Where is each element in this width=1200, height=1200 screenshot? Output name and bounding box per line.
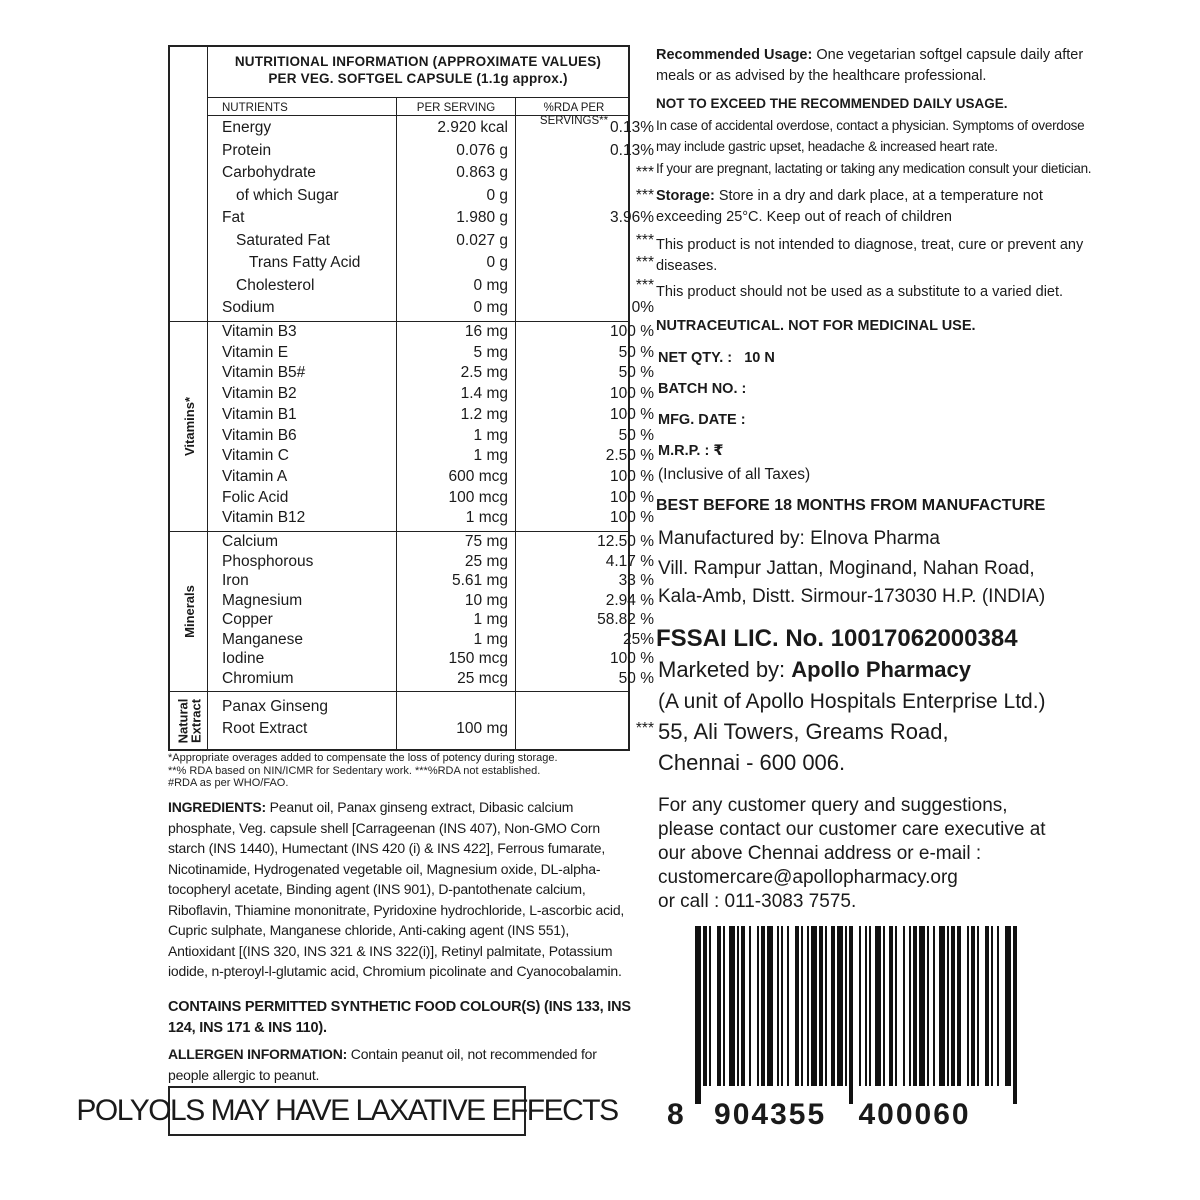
barcode-bar <box>957 926 961 1086</box>
marketer-line4: Chennai - 600 006. <box>658 750 846 775</box>
nutrient-rda: *** <box>635 186 654 204</box>
nutrient-rda: *** <box>635 276 654 294</box>
allergen-label: ALLERGEN INFORMATION: <box>168 1046 348 1062</box>
nutrient-name: Iron <box>222 572 249 589</box>
substitute-text: This product should not be used as a substitute to a varied diet. <box>656 284 1064 300</box>
usage-block <box>656 45 1100 87</box>
nutrient-per-serving: 5 mg <box>473 343 508 361</box>
column-header-nutrients: NUTRIENTS <box>222 102 288 114</box>
barcode-bar <box>849 926 853 1104</box>
barcode-digits <box>667 1098 1029 1132</box>
barcode-bar <box>695 926 701 1104</box>
nutrient-name: Panax Ginseng <box>222 698 328 715</box>
overdose-text: In case of accidental overdose, contact a physician. Symptoms of overdose may include gastric upset, headache & increased heart rate. <box>656 118 1085 154</box>
nutrient-name: Vitamin B12 <box>222 509 306 527</box>
column-header-rda: %RDA PER SERVINGS** <box>539 102 609 127</box>
manufacturer-line1: Manufactured by: Elnova Pharma <box>658 528 940 549</box>
barcode-bar <box>801 926 803 1086</box>
best-before: BEST BEFORE 18 MONTHS FROM MANUFACTURE <box>656 497 1046 514</box>
nutrient-name: Sodium <box>222 299 275 316</box>
header-divider <box>208 97 628 98</box>
barcode-bar <box>729 926 735 1086</box>
nutrient-name: Copper <box>222 611 273 628</box>
marketer-line2: (A unit of Apollo Hospitals Enterprise Ltd.) <box>658 690 1046 713</box>
barcode-bar <box>749 926 751 1086</box>
nutrient-name: Fat <box>222 209 245 226</box>
barcode-bar <box>895 926 897 1086</box>
nutrient-name: Cholesterol <box>236 276 315 294</box>
ingredients-text: Peanut oil, Panax ginseng extract, Dibasic calcium phosphate, Veg. capsule shell [Carrageenan (INS 407), Non-GMO Corn starch (INS 1440), Humectant (INS 420 (i) & INS 422], Ferrous fumarate, Nicotinamide, Hydrogenated vegetable oil, Magnesium oxide, DL-alpha-tocopheryl acetate, Binding agent (INS 901), D-pantothenate calcium, Riboflavin, Thiamine mononitrate, Pyridoxine hydrochloride, L-ascorbic acid, Cupric sulphate, Manganese chloride, Anti-caking agent (INS 551), Antioxidant [(INS 320, INS 321 & INS 322(i)], Retinyl palmitate, Potassium iodide, n-pteroyl-l-glutamic acid, Chromium picolinate and Cyanocobalamin. <box>168 799 625 979</box>
nutrient-row <box>222 209 654 227</box>
contact-email[interactable]: customercare@apollopharmacy.org <box>658 867 958 888</box>
vitamin-row <box>222 343 654 362</box>
nutrient-per-serving: 0.863 g <box>456 164 508 181</box>
barcode-bar <box>777 926 779 1086</box>
barcode-bar <box>909 926 911 1086</box>
batch-number: BATCH NO. : <box>658 381 747 397</box>
mineral-row <box>222 611 654 629</box>
nutrient-per-serving: 75 mg <box>464 533 508 550</box>
nutrient-per-serving: 25 mg <box>464 552 508 570</box>
barcode-bar <box>1005 926 1011 1086</box>
mineral-row <box>222 533 654 551</box>
nutrient-rda: *** <box>635 164 654 181</box>
footnote-overages: *Appropriate overages added to compensate the loss of potency during storage. <box>168 752 558 764</box>
nutrient-name: Chromium <box>222 669 294 687</box>
nutrient-name: Vitamin B6 <box>222 426 297 444</box>
mineral-row <box>222 591 654 610</box>
nutrient-per-serving: 1 mg <box>473 447 508 465</box>
diagnose-text: This product is not intended to diagnose, treat, cure or prevent any diseases. <box>656 237 1084 274</box>
nutrient-rda: 12.50 % <box>597 533 654 550</box>
nutrient-rda: 50 % <box>618 669 654 687</box>
nutrient-row <box>222 231 654 250</box>
allergen-block <box>168 1044 638 1085</box>
nutrient-rda: 2.50 % <box>605 447 654 465</box>
nutrient-rda: 100 % <box>610 650 654 667</box>
nutrient-rda: 2.94 % <box>605 591 654 609</box>
mineral-row <box>222 630 654 649</box>
nutrient-per-serving: 1.980 g <box>456 209 508 226</box>
extract-section-label <box>170 691 208 751</box>
taxes-note: (Inclusive of all Taxes) <box>658 466 811 483</box>
nutrient-per-serving: 600 mcg <box>448 467 508 485</box>
storage-block <box>656 186 1100 228</box>
barcode-bar <box>795 926 799 1086</box>
nutrient-name: Root Extract <box>222 720 308 737</box>
nutrient-rda: 100 % <box>610 467 654 485</box>
nutrient-per-serving: 150 mcg <box>448 650 508 667</box>
barcode-bar <box>703 926 707 1086</box>
column-header-per-serving: PER SERVING <box>416 102 496 114</box>
vitamin-row <box>222 323 654 341</box>
nutrient-row <box>222 299 654 317</box>
nutrient-name: Vitamin A <box>222 467 288 485</box>
barcode-bar <box>991 926 993 1086</box>
nutrient-per-serving: 1.4 mg <box>460 385 508 403</box>
colours-notice: CONTAINS PERMITTED SYNTHETIC FOOD COLOUR(S) (INS 133, INS 124, INS 171 & INS 110). <box>168 999 631 1036</box>
pregnancy-text: If your are pregnant, lactating or taking any medication consult your dietician. <box>656 161 1092 176</box>
barcode-bar <box>845 926 847 1086</box>
net-quantity: NET QTY. : 10 N <box>658 350 775 366</box>
barcode-bar <box>971 926 975 1086</box>
nutrient-per-serving: 1 mg <box>473 426 508 444</box>
allergen-text: Contain peanut oil, not recommended for people allergic to peanut. <box>168 1046 597 1083</box>
contact-line3: our above Chennai address or e-mail : <box>658 843 982 864</box>
nutrient-rda: 100 % <box>610 488 654 506</box>
nutrient-name: Calcium <box>222 533 278 550</box>
usage-label: Recommended Usage: <box>656 47 813 63</box>
nutrient-per-serving: 1 mg <box>473 611 508 628</box>
minerals-section-label <box>170 531 208 691</box>
barcode-bar <box>825 926 827 1086</box>
vitamin-row <box>222 488 654 507</box>
nutrient-rda: 58.82 % <box>597 611 654 628</box>
barcode-bar <box>717 926 721 1086</box>
nutrient-name: Vitamin B2 <box>222 385 297 403</box>
nutrient-rda: 3.96% <box>610 209 654 226</box>
minerals-divider <box>170 531 628 532</box>
marketer-label: Marketed by: <box>658 657 792 682</box>
vitamin-row <box>222 467 654 486</box>
nutrient-name: Vitamin B3 <box>222 323 297 340</box>
extract-row <box>222 698 628 716</box>
nutrient-rda: 50 % <box>618 343 654 361</box>
nutrient-name: Magnesium <box>222 591 303 609</box>
contact-line1: For any customer query and suggestions, <box>658 795 1008 816</box>
nutrient-rda: 100 % <box>610 385 654 403</box>
manufacturer-line3: Kala-Amb, Distt. Sirmour-173030 H.P. (INDIA) <box>658 586 1046 607</box>
barcode-bar <box>919 926 925 1086</box>
nutrient-rda: *** <box>635 231 654 249</box>
mineral-row <box>222 650 654 668</box>
extract-row <box>222 720 654 738</box>
nutrient-rda: 0.13% <box>610 141 654 159</box>
nutrient-per-serving: 5.61 mg <box>451 572 508 589</box>
fssai-license: FSSAI LIC. No. 10017062000384 <box>656 625 1018 652</box>
barcode-bar <box>723 926 725 1086</box>
footnote-who: #RDA as per WHO/FAO. <box>168 777 289 789</box>
nutrient-row <box>222 186 654 205</box>
nutrient-per-serving: 16 mg <box>464 323 508 340</box>
nutrient-per-serving: 0.076 g <box>456 141 508 159</box>
nutrient-row <box>222 276 654 295</box>
marketer-line1 <box>658 656 971 684</box>
nutrient-name: Vitamin B5# <box>222 364 306 382</box>
vitamins-section-label <box>170 321 208 531</box>
nutrient-name: Vitamin B1 <box>222 405 297 423</box>
barcode-bar <box>883 926 885 1086</box>
nutrient-rda: 4.17 % <box>605 552 654 570</box>
nutrient-per-serving: 25 mcg <box>457 669 508 687</box>
footnotes <box>168 752 638 790</box>
nutrient-name: Iodine <box>222 650 265 667</box>
vitamin-row <box>222 364 654 382</box>
nutrient-row <box>222 164 654 182</box>
barcode-bar <box>1013 926 1017 1104</box>
nutrient-name: Protein <box>222 141 272 159</box>
nutrient-row <box>222 141 654 160</box>
barcode-bar <box>913 926 917 1086</box>
vitamin-row <box>222 405 654 424</box>
nutrient-rda: *** <box>635 254 654 271</box>
contact-line2: please contact our customer care executive at <box>658 819 1046 840</box>
nutrient-name: Vitamin C <box>222 447 289 465</box>
barcode-bar <box>985 926 989 1086</box>
contact-phone[interactable]: or call : 011-3083 7575. <box>658 891 857 912</box>
barcode-bar <box>967 926 969 1086</box>
nutrient-per-serving: 2.920 kcal <box>437 119 508 136</box>
vitamin-row <box>222 509 654 527</box>
nutrient-rda: 50 % <box>618 426 654 444</box>
barcode-bar <box>947 926 949 1086</box>
mrp: M.R.P. : ₹ <box>658 443 724 459</box>
barcode-bar <box>831 926 835 1086</box>
nutrient-name: Carbohydrate <box>222 164 316 181</box>
nutrient-name: Energy <box>222 119 272 136</box>
nutrient-per-serving: 1.2 mg <box>460 405 508 423</box>
barcode <box>667 918 1029 1104</box>
barcode-bar <box>709 926 711 1086</box>
storage-label: Storage: <box>656 188 715 204</box>
nutrient-rda: 100 % <box>610 509 654 527</box>
nutrient-per-serving: 0 mg <box>473 276 508 294</box>
barcode-bar <box>737 926 739 1086</box>
vitamin-row <box>222 385 654 403</box>
barcode-bar <box>781 926 783 1086</box>
nutrient-name: Trans Fatty Acid <box>249 254 361 271</box>
nutrient-per-serving: 0 mg <box>473 299 508 316</box>
barcode-bar <box>903 926 905 1086</box>
barcode-bar <box>807 926 809 1086</box>
mfg-date: MFG. DATE : <box>658 412 746 428</box>
barcode-bar <box>939 926 945 1086</box>
barcode-bar <box>889 926 893 1086</box>
nutrient-per-serving: 2.5 mg <box>460 364 508 382</box>
nutrient-row <box>222 119 654 137</box>
nutrient-name: Folic Acid <box>222 488 289 506</box>
barcode-bar <box>875 926 881 1086</box>
nutrient-per-serving: 0 g <box>486 186 508 204</box>
polyols-warning-box: POLYOLS MAY HAVE LAXATIVE EFFECTS <box>168 1086 526 1136</box>
barcode-bar <box>787 926 789 1086</box>
nutrient-per-serving: 1 mg <box>473 630 508 648</box>
storage-text: Store in a dry and dark place, at a temperature not exceeding 25°C. Keep out of reach of children <box>656 188 1043 225</box>
nutrient-per-serving: 1 mcg <box>465 509 508 527</box>
nutrient-name: Saturated Fat <box>236 231 330 249</box>
nutrient-name: Phosphorous <box>222 552 314 570</box>
barcode-digit-first: 8 <box>667 1098 686 1131</box>
nutrient-rda: 25% <box>622 630 654 648</box>
barcode-bar <box>741 926 745 1086</box>
nutrient-row <box>222 254 654 272</box>
nutrient-per-serving: 100 mg <box>456 720 508 737</box>
nutrient-per-serving: 100 mcg <box>448 488 508 506</box>
barcode-bar <box>869 926 871 1086</box>
ingredients-block <box>168 797 638 982</box>
manufacturer-line2: Vill. Rampur Jattan, Moginand, Nahan Road, <box>658 558 1035 579</box>
extract-label-line2: Extract <box>188 698 204 744</box>
nutrient-name: Manganese <box>222 630 304 648</box>
warning-heading: NOT TO EXCEED THE RECOMMENDED DAILY USAGE. <box>656 96 1008 111</box>
nutrient-name: Vitamin E <box>222 343 289 361</box>
barcode-bar <box>819 926 823 1086</box>
nutrient-rda: 50 % <box>618 364 654 382</box>
mineral-row <box>222 552 654 571</box>
nutrient-rda: 33 % <box>618 572 654 589</box>
ingredients-label: INGREDIENTS: <box>168 799 266 815</box>
barcode-bar <box>933 926 935 1086</box>
nutrient-rda: 100 % <box>610 323 654 340</box>
barcode-bar <box>837 926 843 1086</box>
barcode-bar <box>757 926 759 1086</box>
nutrient-name: of which Sugar <box>236 186 339 204</box>
nutrient-rda: 100 % <box>610 405 654 423</box>
nutrition-title <box>208 53 628 87</box>
vitamin-row <box>222 447 654 465</box>
barcode-bar <box>951 926 955 1086</box>
nutrition-table <box>168 45 654 751</box>
barcode-bar <box>977 926 979 1086</box>
nutrition-title-line2: PER VEG. SOFTGEL CAPSULE (1.1g approx.) <box>268 71 568 86</box>
barcode-bar <box>927 926 929 1086</box>
nutrient-per-serving: 0 g <box>486 254 508 271</box>
mineral-row <box>222 669 654 688</box>
barcode-bar <box>865 926 867 1086</box>
footnote-rda-basis: **% RDA based on NIN/ICMR for Sedentary work. ***%RDA not established. <box>168 764 541 777</box>
vitamins-label: Vitamins* <box>181 396 197 456</box>
barcode-bar <box>859 926 861 1086</box>
barcode-bar <box>767 926 773 1086</box>
minerals-label: Minerals <box>181 584 197 638</box>
barcode-bar <box>761 926 765 1086</box>
nutrient-rda: 0% <box>631 299 654 316</box>
vitamin-row <box>222 426 654 445</box>
extract-label-line1: Natural <box>175 698 191 744</box>
usage-text: One vegetarian softgel capsule daily after meals or as advised by the healthcare professional. <box>656 47 1084 84</box>
extract-divider <box>170 691 628 692</box>
nutraceutical-notice: NUTRACEUTICAL. NOT FOR MEDICINAL USE. <box>656 318 976 334</box>
nutrition-title-line1: NUTRITIONAL INFORMATION (APPROXIMATE VALUES) <box>234 54 602 69</box>
nutrient-rda: *** <box>635 720 654 737</box>
extract-label <box>176 699 202 744</box>
barcode-bar <box>997 926 999 1086</box>
vitamins-divider <box>170 321 628 322</box>
nutrient-rda: 0.13% <box>610 119 654 136</box>
nutrient-per-serving: 0.027 g <box>456 231 508 249</box>
mineral-row <box>222 572 654 590</box>
barcode-digits-right: 400060 <box>858 1098 971 1131</box>
marketer-name: Apollo Pharmacy <box>791 657 971 682</box>
marketer-line3: 55, Ali Towers, Greams Road, <box>658 719 949 744</box>
barcode-bar <box>811 926 817 1086</box>
barcode-digits-left: 904355 <box>714 1098 827 1131</box>
nutrient-per-serving: 10 mg <box>464 591 508 609</box>
